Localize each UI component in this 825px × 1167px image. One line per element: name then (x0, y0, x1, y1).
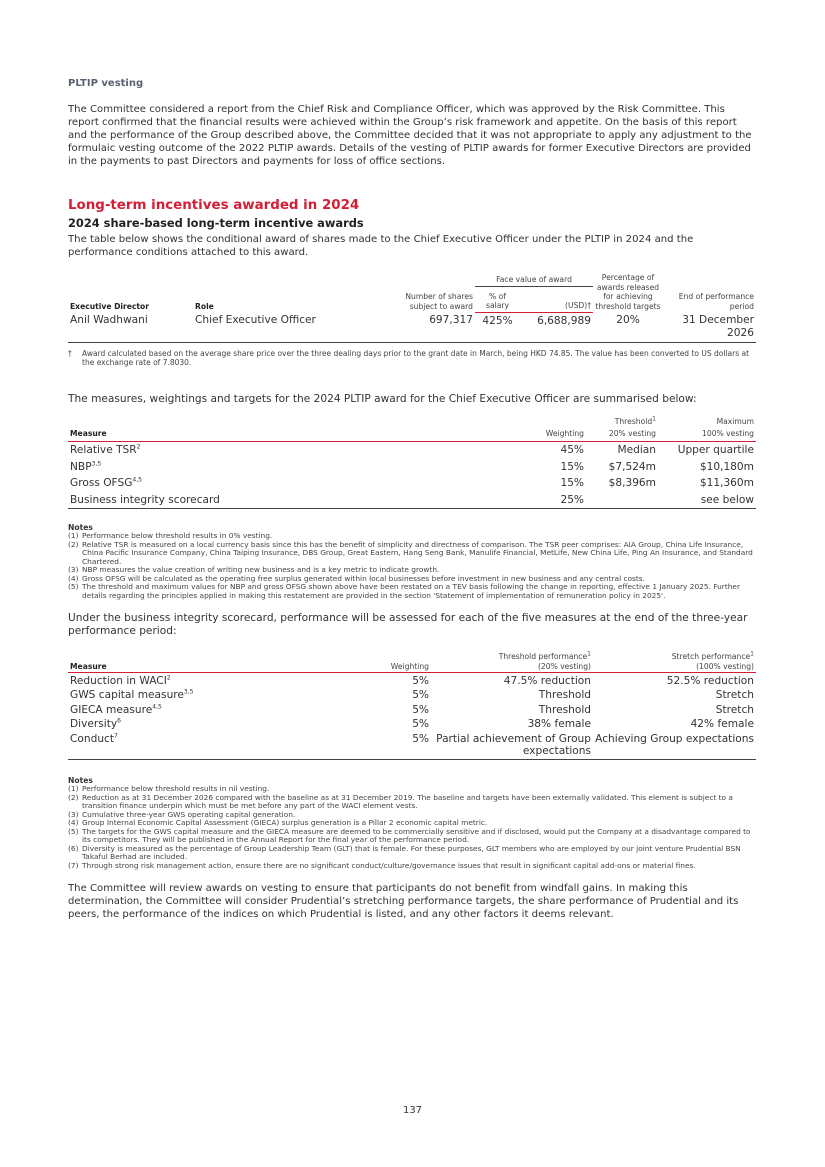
measures-notes (68, 532, 756, 600)
table-row: Business integrity scorecard 25% see below (68, 492, 756, 509)
page-number: 137 (402, 1105, 423, 1116)
table-row: Reduction in WACI$^2$ 5% 47.5% reduction 52.5% reduction (70, 674, 754, 687)
pltip-vesting-paragraph: The Committee considered a report from the Chief Risk and Compliance Officer, which was approved by the Risk Committee. This report confirmed that the financial results were achieved within the Group’s risk framework and appetite. On the basis of this report and the performance of the Group described above, the Committee decided that it was not appropriate to apply any adjustment to the formulaic vesting outcome of the 2022 PLTIP awards. Details of the vesting of PLTIP awards for former Executive Directors are provided in the payments to past Directors and payments for loss of office sections. (68, 104, 752, 167)
header-executive-director: Executive Director (70, 301, 150, 311)
measures-intro: The measures, weightings and targets for the 2024 PLTIP award for the Chief Executive Officer are summarised below: (68, 393, 697, 406)
header-maximum: Maximum (716, 417, 754, 427)
lti-section-heading: Long-term incentives awarded in 2024 (68, 198, 360, 213)
note-item: (3) NBP measures the value creation of writing new business and is a key metric to indicate growth. (68, 565, 440, 574)
footnote-symbol: † (68, 349, 72, 359)
cell-end-period: 31 December 2026 (682, 314, 754, 340)
award-table (68, 273, 756, 343)
header-pct-salary: % of salary (475, 287, 520, 313)
header-threshold: Threshold$^1$ (614, 415, 656, 427)
header-end-of-period: End of performance period (678, 292, 754, 311)
scorecard-notes (68, 785, 756, 870)
cell-pct-salary: 425% (482, 314, 513, 327)
note-item: (2) Relative TSR is measured on a local currency basis since this has the benefit of simplicity and directness of comparison. The TSR peer comprises: AIA Group, China Life Insurance, China Pacific Insurance Company, China Taiping Insurance, DBS Group, Great Eastern, Hang Seng Bank, Manulife Financial, MetLife, New China Life, Ping An Insurance, and Standard Chartered. (68, 539, 753, 566)
header-threshold-performance: Threshold performance$^1$ (20% vesting) (431, 652, 593, 673)
note-item: (5) The targets for the GWS capital measure and the GIECA measure are deemed to be commercially sensitive and if disclosed, would put the Company at a disadvantage compared to its competitors. They will be published in the Annual Report for the final year of the performance period. (68, 826, 751, 845)
cell-usd: 6,688,989 (537, 314, 591, 327)
header-number-of-shares: Number of shares subject to award (405, 292, 473, 311)
table-row (68, 312, 756, 343)
note-item: (2) Reduction as at 31 December 2026 compared with the baseline as at 31 December 2019. The baseline and targets have been externally validated. This element is subject to a transition finance underpin which must be met before any part of the WACI element vests. (68, 792, 733, 811)
note-item: (4) Gross OFSG will be calculated as the operating free surplus generated within local businesses before investment in new business and any central costs. (68, 573, 646, 583)
header-measure: Measure (68, 652, 313, 673)
header-stretch-performance: Stretch performance$^1$ (100% vesting) (593, 652, 756, 673)
table-row: Diversity$^6$ 5% 38% female 42% female (70, 717, 754, 731)
header-threshold-vesting: 20% vesting (586, 429, 658, 442)
note-item: (5) The threshold and maximum values for NBP and gross OFSG shown above have been restated on a TEV basis following the change in reporting, effective 1 January 2025. Further details regarding the principles applied in making this restatement are provided in the section 'Statement of implementation of remuneration policy in 2025'. (68, 582, 740, 600)
closing-paragraph: The Committee will review awards on vesting to ensure that participants do not benefit from windfall gains. In making this determination, the Committee will consider Prudential’s stretching performance targets, the share performance of Prudential and its peers, the performance of the indices on which Prudential is listed, and any other factors it deems relevant. (68, 883, 739, 921)
award-footnote (68, 349, 756, 367)
lti-subheading: 2024 share-based long-term incentive awards (68, 216, 364, 230)
header-role: Role (195, 301, 214, 311)
scorecard-notes-heading: Notes (68, 776, 93, 786)
note-item: (1) Performance below threshold results in 0% vesting. (68, 531, 273, 540)
header-face-value: Face value of award (475, 273, 593, 287)
header-measure: Measure (68, 429, 458, 442)
cell-pct-released: 20% (616, 314, 640, 327)
note-item: (1) Performance below threshold results in nil vesting. (68, 784, 270, 794)
table-row: Relative TSR$^2$ 45% Median Upper quartile (70, 443, 754, 457)
header-usd: (USD)† (520, 287, 593, 313)
measures-notes-heading: Notes (68, 523, 93, 532)
table-row: Gross OFSG$^{4,5}$ 15% $8,396m $11,360m (70, 476, 754, 490)
pltip-vesting-heading: PLTIP vesting (68, 78, 144, 89)
table-row: GWS capital measure$^{3,5}$ 5% Threshold Stretch (70, 688, 754, 702)
report-page (68, 72, 756, 921)
table-row: NBP$^{3,5}$ 15% $7,524m $10,180m (70, 460, 754, 473)
table-row: Conduct$^7$ 5% Partial achievement of Group expectations Achieving Group expectations (68, 731, 756, 760)
footnote-text: Award calculated based on the average share price over the three dealing days prior to the grant date in March, being HKD 74.85. The value has been converted to US dollars at the exchange rate of 7.8030. (82, 349, 750, 368)
header-weighting: Weighting (458, 429, 586, 442)
note-item: (6) Diversity is measured as the percentage of Group Leadership Team (GLT) that is female. For these purposes, GLT members who are employed by our joint venture Prudential BSN Takaful Berhad are included. (68, 843, 741, 862)
measures-table (68, 417, 756, 509)
header-percentage-released: Percentage of awards released for achieving threshold targets (595, 273, 661, 311)
cell-role: Chief Executive Officer (195, 314, 316, 327)
note-item: (3) Cumulative three-year GWS operating capital generation. (68, 809, 296, 819)
lti-intro: The table below shows the conditional award of shares made to the Chief Executive Officer under the PLTIP in 2024 and the performance conditions attached to this award. (68, 234, 694, 258)
scorecard-intro: Under the business integrity scorecard, performance will be assessed for each of the five measures at the end of the three-year performance period: (68, 612, 748, 637)
note-item: (7) Through strong risk management action, ensure there are no significant conduct/culture/governance issues that result in significant capital add-ons or material fines. (68, 860, 696, 870)
note-item: (4) Group Internal Economic Capital Assessment (GIECA) surplus generation is a Pillar 2 economic capital metric. (68, 818, 488, 828)
header-maximum-vesting: 100% vesting (658, 429, 756, 442)
cell-director: Anil Wadhwani (70, 314, 148, 327)
header-weighting: Weighting (313, 652, 431, 673)
table-row: GIECA measure$^{4,5}$ 5% Threshold Stretch (70, 703, 754, 716)
scorecard-table (68, 652, 756, 760)
cell-shares: 697,317 (429, 314, 473, 327)
